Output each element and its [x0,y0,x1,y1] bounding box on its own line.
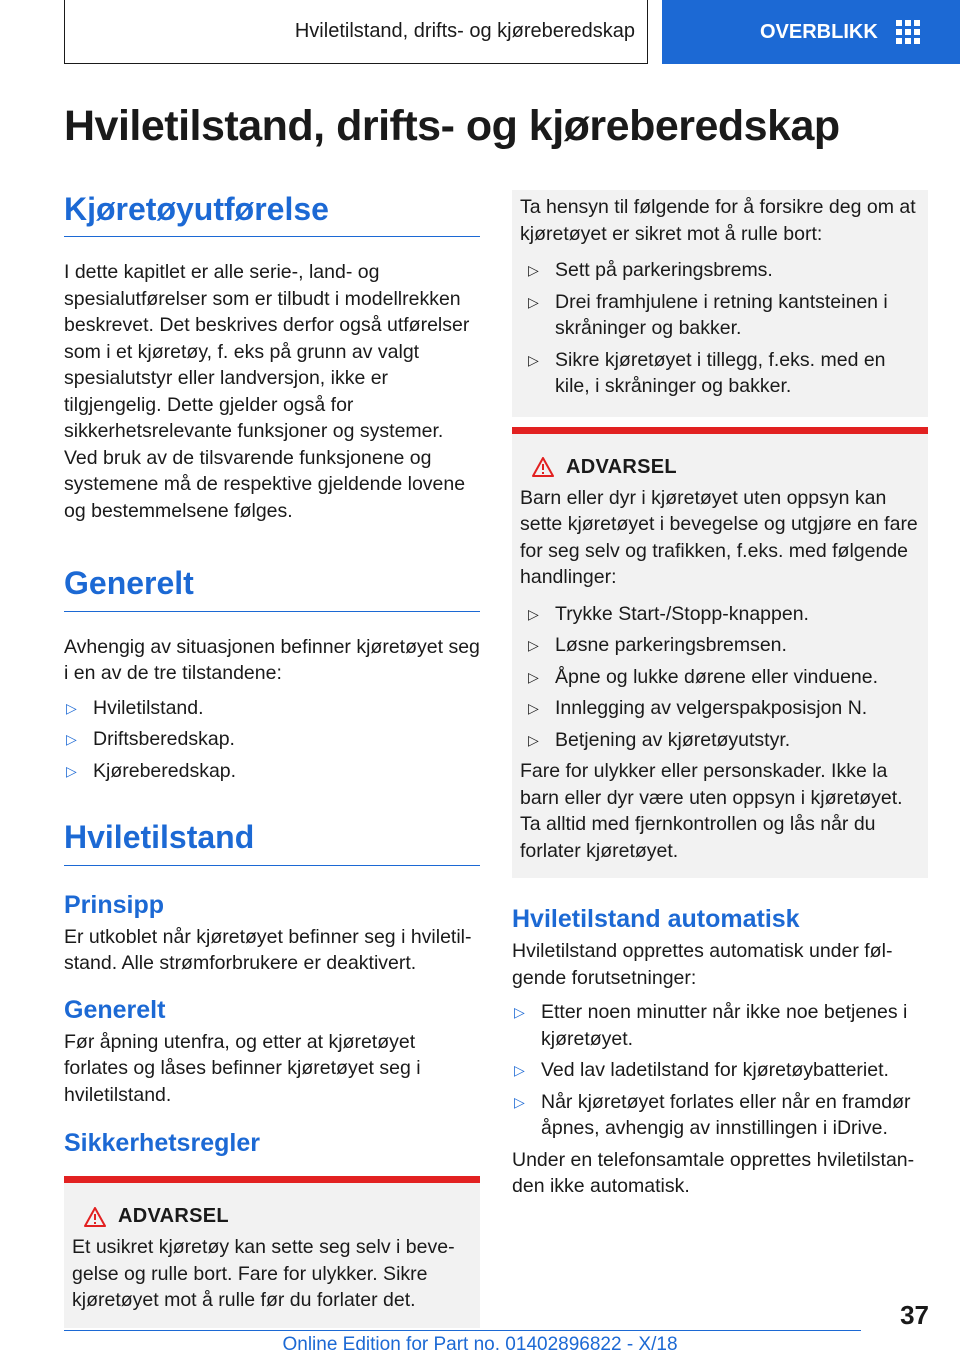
bullet-triangle-icon: ▷ [514,1004,525,1020]
bullet-triangle-icon: ▷ [528,637,539,653]
list-item: ▷ Ved lav ladetilstand for kjøretøybatteriet. [512,1057,928,1084]
grid-icon [896,20,920,44]
section-text-generelt: Avhengig av situasjonen befinner kjøretøyet seg i en av de tre tilstandene: [64,635,480,685]
list-item: ▷ Kjøreberedskap. [64,758,480,785]
overview-nav-button[interactable] [662,0,960,64]
list-item: ▷ Etter noen minutter når ikke noe betjenes i kjøretøyet. [514,1001,908,1050]
section-title-kjoretoyutforelse: Kjøretøyutførelse [64,190,480,237]
page-number: 37 [900,1300,929,1330]
list-item: ▷ Drei framhjulene i retning kantsteinen i skråninger og bakker. [528,290,888,339]
warning-triangle-icon [84,1207,106,1227]
list-item: ▷ Trykke Start-/Stopp-knappen. [520,601,920,628]
subsection-title-generelt: Generelt [64,995,166,1024]
bullet-triangle-icon: ▷ [66,731,77,748]
subsection-text-generelt: Før åpning utenfra, og etter at kjøretøyet forlates og låses befinner kjøretøyet seg i hviletilstand. [64,1030,421,1106]
list-item: ▷ Hviletilstand. [64,695,480,722]
warning-triangle-icon [532,457,554,477]
warning-header [72,1205,472,1228]
subsection-text-automatisk: Hviletilstand opprettes automatisk under følgende forutsetninger: [512,940,893,989]
info-text: Ta hensyn til følgende for å forsikre deg om at kjøretøyet er sikret mot å rulle bort: [520,196,916,245]
subsection-text-automatisk-2: Under en telefonsamtale opprettes hviletilstanden ikke automatisk. [512,1148,915,1197]
left-column [64,190,480,1328]
bullet-triangle-icon: ▷ [514,1093,525,1110]
bullet-triangle-icon: ▷ [528,731,539,748]
list-item: ▷ Åpne og lukke dørene eller vinduene. [520,664,920,691]
automatic-conditions-list [512,999,928,1142]
warning-header [520,456,920,479]
bullet-triangle-icon: ▷ [528,605,539,622]
subsection-title-sikkerhetsregler: Sikkerhetsregler [64,1129,260,1158]
section-title-generelt: Generelt [64,564,480,611]
warning-text: Barn eller dyr i kjøretøyet uten oppsyn kan sette kjøretøyet i bevegelse og utgjøre en fare for seg selv og trafikken, f.eks. med følgende handlinger: [520,486,918,588]
info-list [520,257,920,400]
subsection-title-prinsipp: Prinsipp [64,890,165,919]
bullet-triangle-icon: ▷ [66,699,77,716]
list-item: ▷ Sett på parkeringsbrems. [520,257,920,284]
header-chapter-text: Hviletilstand, drifts- og kjøreberedskap [294,20,635,42]
list-item: ▷ Løsne parkeringsbremsen. [520,632,920,659]
subsection-text-prinsipp: Er utkoblet når kjøretøyet befinner seg i hviletilstand. Alle strømforbrukere er deaktivert. [64,925,472,975]
warning-action-list [520,601,920,754]
footer-edition-text: Online Edition for Part no. 01402896822 - X/18 [282,1334,678,1355]
warning-title: ADVARSEL [118,1205,229,1228]
section-title-hviletilstand: Hviletilstand [64,818,480,865]
bullet-triangle-icon: ▷ [528,293,539,310]
info-box [512,190,928,417]
section-text-kjoretoyutforelse: I dette kapitlet er alle serie-, land- og spesialutførelser som er tilbudt i modellrekken beskrevet. Det beskrives derfor også utførelser som i et kjøretøy, f. eks på grunn av valgt spesialutstyr eller landversjon, ikke er tilgjengelig. Dette gjelder også for sikkerhetsrelevante funksjoner og systemer. Ved bruk av de tilsvarende funksjonene og systemene må de respektive gjeldende lovene og bestemmelsene følges. [64,261,470,522]
list-item: ▷ Sikre kjøretøyet i tillegg, f.eks. med en kile, i skråninger og bakker. [528,348,886,397]
bullet-triangle-icon: ▷ [528,262,539,278]
subsection-title-hviletilstand-automatisk: Hviletilstand automatisk [512,905,800,933]
footer-divider [64,1330,861,1331]
warning-box-children [512,427,928,879]
bullet-triangle-icon: ▷ [528,700,539,716]
page-title: Hviletilstand, drifts- og kjøreberedskap [64,102,840,150]
bullet-triangle-icon: ▷ [514,1062,525,1078]
right-column [512,190,928,1200]
warning-text: Et usikret kjøretøy kan sette seg selv i bevegelse og rulle bort. Fare for ulykker. Sikre kjøretøyet mot å rulle før du forlater det. [72,1236,455,1312]
overview-label: OVERBLIKK [760,20,878,43]
bullet-triangle-icon: ▷ [528,351,539,368]
list-item: ▷ Driftsberedskap. [64,726,480,753]
header-chapter-title [64,0,648,64]
warning-title: ADVARSEL [566,455,677,478]
warning-text-2: Fare for ulykker eller personskader. Ikke la barn eller dyr være uten oppsyn i kjøretøyet. Ta alltid med fjernkontrollen og lås når du forlater kjøretøyet. [520,760,903,862]
list-item: ▷ Når kjøretøyet forlates eller når en framdør åpnes, avhengig av innstillingen i iDrive. [514,1090,911,1139]
list-item: ▷ Innlegging av velgerspakposisjon N. [520,695,920,722]
bullet-triangle-icon: ▷ [528,668,539,685]
list-item: ▷ Betjening av kjøretøyutstyr. [520,727,920,754]
warning-box [64,1176,480,1328]
bullet-triangle-icon: ▷ [66,762,77,779]
state-list [64,695,480,785]
